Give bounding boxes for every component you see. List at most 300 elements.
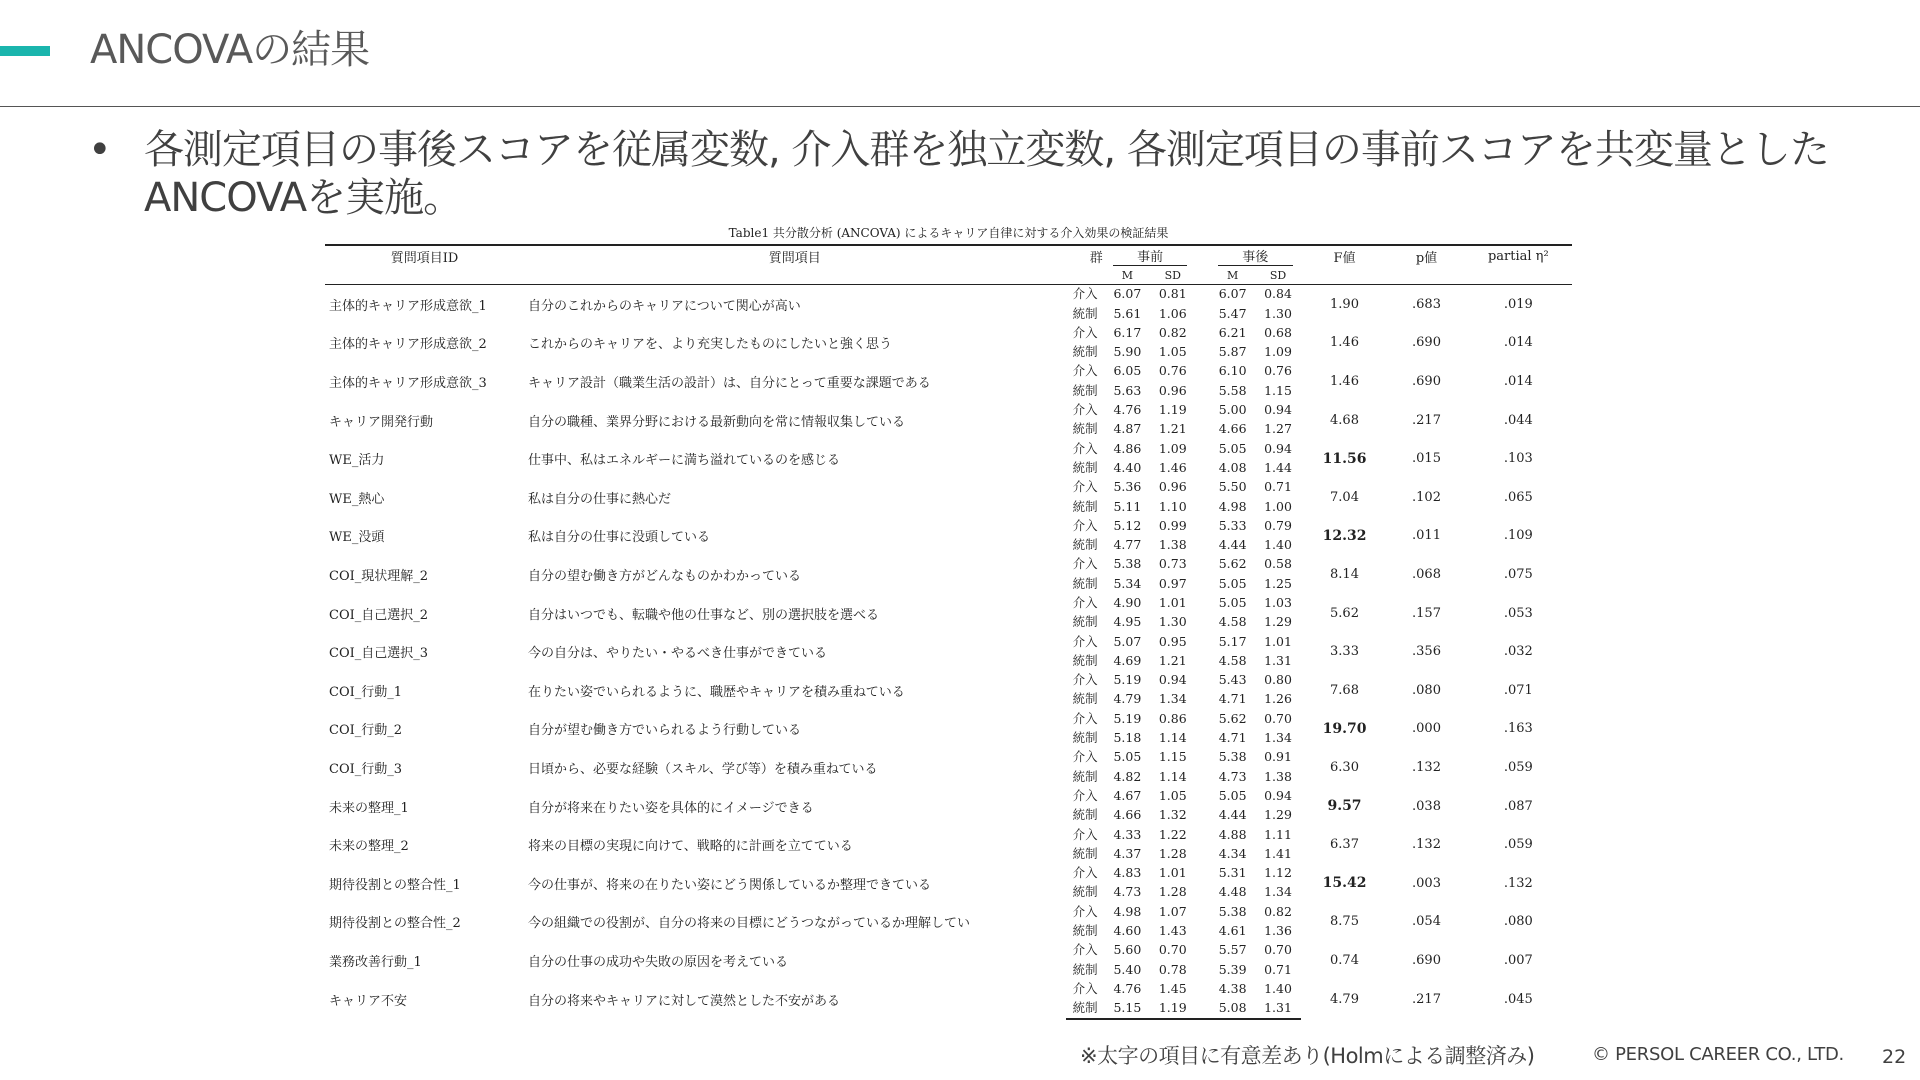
group-label-control: 統制 [1072, 652, 1098, 668]
control-post-sd-cell: 1.26 [1264, 691, 1292, 707]
header-f: F値 [1301, 245, 1389, 266]
item-text-cell: 自分が将来在りたい姿を具体的にイメージできる [528, 800, 814, 816]
intervention-pre-m-cell: 4.90 [1113, 595, 1142, 610]
control-post-m-cell: 4.71 [1218, 730, 1247, 746]
intervention-post-m-cell: 5.57 [1218, 942, 1247, 958]
control-post-sd-cell: 1.29 [1264, 807, 1292, 823]
p-value-cell: .690 [1412, 952, 1441, 968]
intervention-post-m-cell: 6.21 [1218, 324, 1247, 340]
spacer-cell [1195, 748, 1209, 767]
group-label-intervention: 介入 [1072, 595, 1098, 610]
spacer-cell [1195, 381, 1209, 400]
spacer-cell [1195, 517, 1209, 536]
group-label-intervention: 介入 [1072, 903, 1098, 919]
copyright: © PERSOL CAREER CO., LTD. [1592, 1044, 1844, 1065]
f-value-cell: 1.46 [1330, 373, 1359, 389]
intervention-post-m-cell: 5.62 [1218, 556, 1247, 572]
f-value-cell: 7.04 [1330, 489, 1359, 505]
bullet-text: 各測定項目の事後スコアを従属変数, 介入群を独立変数, 各測定項目の事前スコアを共変量としたANCOVAを実施。 [144, 127, 1829, 221]
header-post-m: M [1210, 266, 1255, 285]
control-pre-m-cell: 5.18 [1113, 730, 1142, 746]
f-value-cell: 19.70 [1322, 720, 1367, 737]
control-post-m-cell: 4.71 [1218, 691, 1247, 707]
intervention-post-sd-cell: 0.71 [1264, 479, 1292, 495]
intervention-pre-sd-cell: 1.15 [1158, 749, 1187, 765]
control-post-sd-cell: 1.29 [1264, 614, 1292, 630]
header-group: 群 [1066, 245, 1105, 266]
control-post-sd-cell: 1.25 [1264, 575, 1292, 591]
p-value-cell: .683 [1412, 296, 1441, 312]
control-post-sd-cell: 1.44 [1264, 459, 1292, 475]
intervention-post-sd-cell: 0.70 [1264, 942, 1292, 958]
intervention-post-m-cell: 5.05 [1218, 440, 1247, 456]
intervention-post-sd-cell: 0.94 [1264, 440, 1292, 456]
spacer-cell [1195, 536, 1209, 555]
header-post-label: 事後 [1218, 246, 1293, 266]
control-post-m-cell: 4.48 [1218, 884, 1247, 900]
item-text-cell: 自分の将来やキャリアに対して漠然とした不安がある [528, 993, 841, 1009]
spacer-cell [1195, 787, 1209, 806]
intervention-pre-sd-cell: 1.45 [1158, 980, 1187, 996]
group-label-control: 統制 [1072, 768, 1098, 784]
bullet-point [88, 126, 1878, 222]
header-pre-sd: SD [1150, 266, 1195, 285]
item-id-cell: キャリア開発行動 [329, 414, 434, 430]
control-post-m-cell: 4.66 [1218, 421, 1247, 437]
control-pre-m-cell: 5.90 [1113, 344, 1142, 360]
intervention-post-m-cell: 5.50 [1218, 479, 1247, 495]
control-pre-m-cell: 5.34 [1113, 575, 1142, 591]
spacer-cell [1195, 767, 1209, 786]
spacer-cell [1195, 999, 1209, 1019]
intervention-post-m-cell: 4.38 [1218, 980, 1247, 996]
item-id-cell: WE_没頭 [329, 530, 385, 546]
control-pre-sd-cell: 0.97 [1158, 575, 1187, 591]
item-text-cell: 私は自分の仕事に熱心だ [528, 491, 672, 507]
p-value-cell: .000 [1412, 721, 1441, 737]
intervention-post-sd-cell: 1.03 [1264, 595, 1292, 610]
eta-value-cell: .044 [1503, 412, 1533, 428]
item-id-cell: COI_行動_2 [329, 723, 403, 739]
control-post-m-cell: 5.39 [1218, 961, 1247, 977]
intervention-post-sd-cell: 0.91 [1264, 749, 1292, 765]
spacer-cell [1195, 343, 1209, 362]
intervention-pre-sd-cell: 0.76 [1158, 363, 1187, 379]
spacer-cell [1195, 632, 1209, 651]
control-post-m-cell: 4.44 [1218, 807, 1247, 823]
f-value-cell: 12.32 [1322, 527, 1367, 544]
table-row [325, 362, 1572, 381]
item-text-cell: 今の自分は、やりたい・やるべき仕事ができている [528, 646, 828, 662]
item-id-cell: 業務改善行動_1 [329, 954, 422, 970]
intervention-post-sd-cell: 1.40 [1264, 980, 1292, 996]
control-post-sd-cell: 1.27 [1264, 421, 1292, 437]
intervention-post-m-cell: 5.38 [1218, 749, 1247, 765]
spacer-cell [1195, 806, 1209, 825]
group-label-control: 統制 [1072, 691, 1098, 707]
spacer-cell [1195, 960, 1209, 979]
spacer-cell [1195, 420, 1209, 439]
item-text-cell: 今の組織での役割が、自分の将来の目標にどうつながっているか理解してい [528, 916, 971, 932]
intervention-pre-m-cell: 5.60 [1113, 942, 1142, 958]
intervention-post-sd-cell: 0.76 [1264, 363, 1292, 379]
intervention-pre-sd-cell: 0.96 [1158, 479, 1187, 495]
item-id-cell: COI_自己選択_2 [329, 607, 429, 623]
control-post-sd-cell: 1.38 [1264, 768, 1292, 784]
control-pre-sd-cell: 1.28 [1158, 884, 1187, 900]
intervention-pre-m-cell: 4.33 [1113, 826, 1142, 842]
control-pre-m-cell: 4.79 [1113, 691, 1142, 707]
intervention-post-sd-cell: 0.68 [1264, 324, 1292, 340]
table-row [325, 324, 1572, 343]
header-p: p値 [1388, 245, 1464, 266]
table-row [325, 478, 1572, 497]
table-row [325, 594, 1572, 613]
intervention-pre-m-cell: 6.07 [1113, 286, 1142, 302]
group-label-intervention: 介入 [1072, 787, 1098, 803]
item-id-cell: 主体的キャリア形成意欲_3 [329, 375, 487, 391]
item-id-cell: キャリア不安 [329, 993, 408, 1009]
item-text-cell: 自分のこれからのキャリアについて関心が高い [528, 298, 801, 314]
table-row [325, 401, 1572, 420]
table-row [325, 748, 1572, 767]
p-value-cell: .038 [1412, 798, 1441, 814]
control-pre-sd-cell: 1.38 [1158, 537, 1187, 553]
eta-value-cell: .163 [1503, 721, 1533, 737]
item-id-cell: 主体的キャリア形成意欲_1 [329, 298, 487, 314]
control-pre-m-cell: 4.82 [1113, 768, 1142, 784]
intervention-pre-m-cell: 4.76 [1113, 980, 1142, 996]
f-value-cell: 0.74 [1330, 952, 1359, 968]
control-pre-m-cell: 4.60 [1113, 923, 1142, 939]
group-label-control: 統制 [1072, 961, 1098, 977]
spacer-cell [1195, 362, 1209, 381]
intervention-post-sd-cell: 0.82 [1264, 903, 1292, 919]
control-pre-sd-cell: 0.96 [1158, 382, 1187, 398]
item-id-cell: 期待役割との整合性_2 [329, 916, 461, 932]
table-body [325, 285, 1572, 1020]
f-value-cell: 6.37 [1330, 837, 1359, 853]
p-value-cell: .068 [1412, 566, 1441, 582]
intervention-post-sd-cell: 0.84 [1264, 286, 1292, 302]
f-value-cell: 7.68 [1330, 682, 1359, 698]
eta-value-cell: .019 [1503, 296, 1533, 312]
item-id-cell: 期待役割との整合性_1 [329, 877, 461, 893]
eta-value-cell: .032 [1503, 644, 1533, 660]
control-post-m-cell: 5.47 [1218, 305, 1247, 321]
item-text-cell: 自分の望む働き方がどんなものかわかっている [528, 568, 802, 584]
item-text-cell: キャリア設計（職業生活の設計）は、自分にとって重要な課題である [528, 375, 931, 391]
control-post-m-cell: 4.58 [1218, 652, 1247, 668]
control-post-sd-cell: 1.31 [1255, 999, 1300, 1019]
control-pre-sd-cell: 1.34 [1158, 691, 1187, 707]
intervention-pre-m-cell: 4.67 [1113, 787, 1142, 803]
intervention-post-m-cell: 6.07 [1218, 286, 1247, 302]
f-value-cell: 4.79 [1330, 991, 1359, 1007]
item-id-cell: 未来の整理_1 [329, 800, 409, 816]
spacer-cell [1195, 574, 1209, 593]
table-row [325, 825, 1572, 844]
item-id-cell: COI_行動_3 [329, 761, 403, 777]
control-pre-sd-cell: 1.05 [1158, 344, 1187, 360]
spacer-cell [1195, 613, 1209, 632]
intervention-pre-sd-cell: 0.95 [1158, 633, 1187, 649]
control-pre-m-cell: 4.37 [1113, 845, 1142, 861]
p-value-cell: .102 [1412, 489, 1441, 505]
intervention-pre-m-cell: 4.83 [1113, 865, 1142, 881]
intervention-pre-m-cell: 6.17 [1113, 324, 1142, 340]
group-label-intervention: 介入 [1072, 556, 1098, 572]
group-label-control: 統制 [1072, 807, 1098, 823]
header-pre [1105, 245, 1196, 266]
spacer-cell [1195, 285, 1209, 305]
group-label-control: 統制 [1072, 305, 1098, 321]
control-pre-sd-cell: 1.14 [1158, 768, 1187, 784]
bullet-marker: • [88, 127, 112, 173]
intervention-post-sd-cell: 1.11 [1264, 826, 1292, 842]
spacer-cell [1195, 324, 1209, 343]
control-pre-sd-cell: 1.14 [1158, 730, 1187, 746]
table-row [325, 903, 1572, 922]
intervention-pre-sd-cell: 0.70 [1158, 942, 1187, 958]
intervention-pre-m-cell: 5.36 [1113, 479, 1142, 495]
f-value-cell: 3.33 [1330, 644, 1359, 660]
spacer-cell [1195, 497, 1209, 516]
p-value-cell: .690 [1412, 373, 1441, 389]
table-row [325, 439, 1572, 458]
intervention-pre-m-cell: 5.19 [1113, 710, 1142, 726]
intervention-pre-sd-cell: 1.07 [1158, 903, 1187, 919]
intervention-post-sd-cell: 0.58 [1264, 556, 1292, 572]
p-value-cell: .356 [1412, 644, 1441, 660]
p-value-cell: .132 [1412, 837, 1441, 853]
intervention-pre-m-cell: 4.86 [1113, 440, 1142, 456]
intervention-post-sd-cell: 1.01 [1264, 633, 1292, 649]
intervention-post-m-cell: 5.17 [1218, 633, 1247, 649]
table-row [325, 671, 1572, 690]
control-post-m-cell: 4.58 [1218, 614, 1247, 630]
header-pre-label: 事前 [1113, 246, 1188, 266]
control-post-sd-cell: 1.15 [1264, 382, 1292, 398]
intervention-post-m-cell: 6.10 [1218, 363, 1247, 379]
f-value-cell: 8.14 [1330, 566, 1359, 582]
intervention-post-m-cell: 5.43 [1218, 672, 1247, 688]
group-label-intervention: 介入 [1072, 672, 1098, 688]
p-value-cell: .054 [1412, 914, 1441, 930]
header-item-id: 質問項目ID [325, 245, 524, 266]
item-text-cell: 今の仕事が、将来の在りたい姿にどう関係しているか整理できている [528, 877, 932, 893]
intervention-post-m-cell: 4.88 [1218, 826, 1247, 842]
spacer-cell [1195, 729, 1209, 748]
intervention-pre-m-cell: 5.07 [1113, 633, 1142, 649]
f-value-cell: 15.42 [1322, 875, 1367, 892]
spacer-cell [1195, 922, 1209, 941]
spacer-cell [1195, 864, 1209, 883]
p-value-cell: .011 [1412, 528, 1441, 544]
intervention-pre-m-cell: 6.05 [1113, 363, 1142, 379]
spacer-cell [1195, 401, 1209, 420]
item-id-cell: COI_自己選択_3 [329, 646, 429, 662]
item-text-cell: 私は自分の仕事に没頭している [528, 530, 711, 546]
spacer-cell [1195, 980, 1209, 999]
eta-value-cell: .059 [1503, 837, 1533, 853]
eta-value-cell: .014 [1503, 335, 1533, 351]
control-pre-m-cell: 5.40 [1113, 961, 1142, 977]
item-id-cell: 未来の整理_2 [329, 839, 409, 855]
eta-value-cell: .071 [1503, 682, 1533, 698]
table-row [325, 555, 1572, 574]
table-row [325, 941, 1572, 960]
control-post-sd-cell: 0.71 [1264, 961, 1292, 977]
spacer-cell [1195, 690, 1209, 709]
item-text-cell: 自分の仕事の成功や失敗の原因を考えている [528, 954, 789, 970]
control-post-sd-cell: 1.34 [1264, 730, 1292, 746]
results-table [325, 244, 1572, 1020]
spacer-cell [1195, 555, 1209, 574]
group-label-control: 統制 [1066, 999, 1105, 1019]
control-pre-m-cell: 5.61 [1113, 305, 1142, 321]
header-post [1210, 245, 1301, 266]
intervention-pre-sd-cell: 0.99 [1158, 517, 1187, 533]
control-pre-sd-cell: 1.06 [1158, 305, 1187, 321]
control-pre-sd-cell: 1.43 [1158, 923, 1187, 939]
spacer-cell [1195, 594, 1209, 613]
eta-value-cell: .109 [1503, 528, 1533, 544]
table-row [325, 980, 1572, 999]
control-pre-m-cell: 4.87 [1113, 421, 1142, 437]
intervention-post-m-cell: 5.62 [1218, 710, 1247, 726]
page-number: 22 [1882, 1046, 1907, 1068]
group-label-intervention: 介入 [1072, 479, 1098, 495]
p-value-cell: .080 [1412, 682, 1441, 698]
control-post-sd-cell: 1.31 [1264, 652, 1292, 668]
control-post-m-cell: 4.98 [1218, 498, 1247, 514]
intervention-post-sd-cell: 0.94 [1264, 787, 1292, 803]
control-post-m-cell: 4.73 [1218, 768, 1247, 784]
spacer-cell [1195, 304, 1209, 323]
eta-value-cell: .132 [1503, 875, 1533, 891]
table-row [325, 864, 1572, 883]
intervention-post-m-cell: 5.38 [1218, 903, 1247, 919]
group-label-intervention: 介入 [1072, 517, 1098, 533]
intervention-pre-sd-cell: 1.01 [1158, 865, 1187, 881]
item-text-cell: 自分が望む働き方でいられるよう行動している [528, 723, 802, 739]
p-value-cell: .003 [1412, 875, 1441, 891]
eta-value-cell: .045 [1503, 991, 1533, 1007]
control-post-sd-cell: 1.41 [1264, 845, 1292, 861]
group-label-control: 統制 [1072, 884, 1098, 900]
control-pre-m-cell: 4.40 [1113, 459, 1142, 475]
group-label-intervention: 介入 [1072, 826, 1098, 842]
ancova-table [325, 222, 1572, 1020]
intervention-pre-m-cell: 5.05 [1113, 749, 1142, 765]
table-row [325, 517, 1572, 536]
f-value-cell: 1.90 [1330, 296, 1359, 312]
control-post-m-cell: 4.61 [1218, 923, 1247, 939]
group-label-control: 統制 [1072, 923, 1098, 939]
group-label-intervention: 介入 [1072, 710, 1098, 726]
f-value-cell: 9.57 [1327, 798, 1362, 815]
item-text-cell: 自分の職種、業界分野における最新動向を常に情報収集している [528, 414, 906, 430]
group-label-control: 統制 [1072, 575, 1098, 591]
group-label-control: 統制 [1072, 730, 1098, 746]
intervention-post-m-cell: 5.33 [1218, 517, 1247, 533]
group-label-control: 統制 [1072, 614, 1098, 630]
header-item: 質問項目 [524, 245, 1065, 266]
slide-title: ANCOVAの結果 [90, 27, 370, 73]
header-pre-m: M [1105, 266, 1150, 285]
intervention-pre-m-cell: 5.19 [1113, 672, 1142, 688]
spacer-cell [1195, 478, 1209, 497]
table-caption: Table1 共分散分析 (ANCOVA) によるキャリア自律に対する介入効果の検証結果 [728, 226, 1169, 240]
intervention-post-sd-cell: 0.70 [1264, 710, 1292, 726]
control-pre-m-cell: 5.15 [1105, 999, 1150, 1019]
intervention-post-sd-cell: 0.80 [1264, 672, 1292, 688]
group-label-control: 統制 [1072, 382, 1098, 398]
control-pre-sd-cell: 1.30 [1158, 614, 1187, 630]
control-pre-sd-cell: 0.78 [1158, 961, 1187, 977]
eta-value-cell: .065 [1503, 489, 1533, 505]
p-value-cell: .690 [1412, 335, 1441, 351]
group-label-control: 統制 [1072, 459, 1098, 475]
item-text-cell: 将来の目標の実現に向けて、戦略的に計画を立てている [528, 839, 853, 855]
item-text-cell: これからのキャリアを、より充実したものにしたいと強く思う [528, 337, 893, 353]
item-text-cell: 仕事中、私はエネルギーに満ち溢れているのを感じる [528, 453, 841, 469]
control-pre-m-cell: 4.69 [1113, 652, 1142, 668]
control-post-sd-cell: 1.36 [1264, 923, 1292, 939]
intervention-pre-sd-cell: 1.19 [1158, 402, 1187, 418]
table-row [325, 787, 1572, 806]
eta-value-cell: .087 [1503, 798, 1533, 814]
control-pre-m-cell: 4.66 [1113, 807, 1142, 823]
control-pre-sd-cell: 1.28 [1158, 845, 1187, 861]
spacer-cell [1195, 671, 1209, 690]
group-label-control: 統制 [1072, 344, 1098, 360]
control-post-m-cell: 5.08 [1210, 999, 1255, 1019]
spacer-cell [1195, 845, 1209, 864]
intervention-pre-m-cell: 5.12 [1113, 517, 1142, 533]
control-post-m-cell: 4.44 [1218, 537, 1247, 553]
control-pre-sd-cell: 1.32 [1158, 807, 1187, 823]
intervention-pre-sd-cell: 0.94 [1158, 672, 1187, 688]
p-value-cell: .132 [1412, 759, 1441, 775]
intervention-pre-sd-cell: 0.82 [1158, 324, 1187, 340]
control-pre-m-cell: 4.73 [1113, 884, 1142, 900]
group-label-intervention: 介入 [1072, 980, 1098, 996]
intervention-post-sd-cell: 0.94 [1264, 402, 1292, 418]
spacer-cell [1195, 652, 1209, 671]
item-id-cell: COI_行動_1 [329, 684, 403, 700]
f-value-cell: 1.46 [1330, 335, 1359, 351]
f-value-cell: 5.62 [1330, 605, 1359, 621]
control-pre-m-cell: 4.77 [1113, 537, 1142, 553]
spacer-cell [1195, 459, 1209, 478]
intervention-pre-m-cell: 4.98 [1113, 903, 1142, 919]
header-eta: partial η² [1465, 245, 1572, 266]
control-post-sd-cell: 1.09 [1264, 344, 1292, 360]
intervention-post-sd-cell: 0.79 [1264, 517, 1292, 533]
intervention-pre-sd-cell: 1.01 [1158, 595, 1187, 610]
group-label-control: 統制 [1072, 498, 1098, 514]
table-row [325, 710, 1572, 729]
control-post-m-cell: 4.34 [1218, 845, 1247, 861]
intervention-pre-m-cell: 5.38 [1113, 556, 1142, 572]
footnote: ※太字の項目に有意差あり(Holmによる調整済み) [1080, 1044, 1535, 1068]
item-text-cell: 日頃から、必要な経験（スキル、学び等）を積み重ねている [528, 761, 878, 777]
intervention-post-m-cell: 5.05 [1218, 595, 1247, 610]
intervention-pre-sd-cell: 0.81 [1158, 286, 1187, 302]
eta-value-cell: .080 [1503, 914, 1533, 930]
